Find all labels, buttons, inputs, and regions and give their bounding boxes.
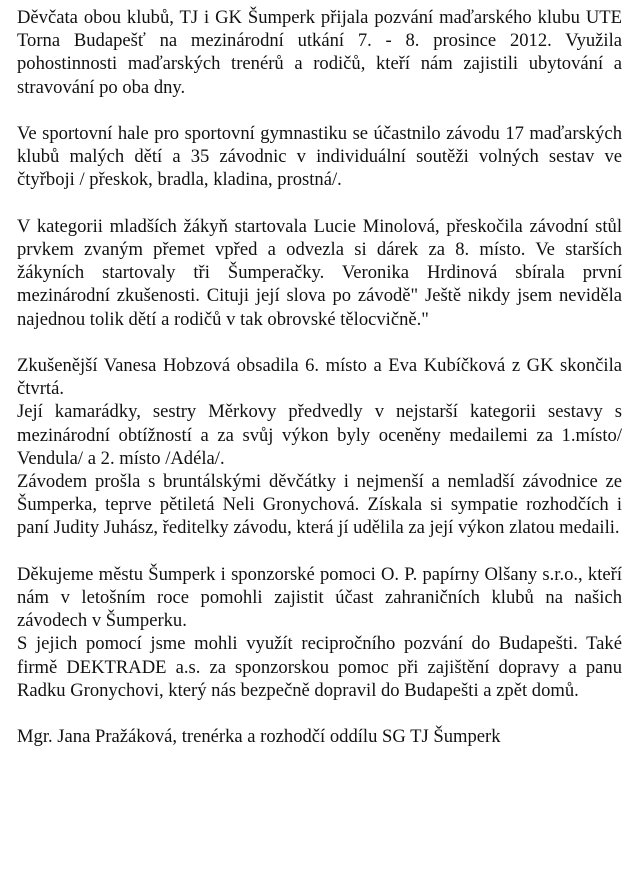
paragraph-merkovy-sisters: Její kamarádky, sestry Měrkovy předvedly v nejstarší kategorii sestavy s mezinárodní obtížností a za svůj výkon byly oceněny medailemi za 1.místo/ Vendula/ a 2. místo /Adéla/. [17,401,622,469]
paragraph-competition-hall: Ve sportovní hale pro sportovní gymnastiku se účastnilo závodu 17 maďarských klubů malých dětí a 35 závodnic v individuální soutěži volných sestav ve čtyřboji / přeskok, bradla, kladina, prostná/. [17,123,622,191]
paragraph-gap [17,331,622,354]
author-signature: Mgr. Jana Pražáková, trenérka a rozhodčí oddílu SG TJ Šumperk [17,726,501,748]
paragraph-younger-category: V kategorii mladších žákyň startovala Lucie Minolová, přeskočila závodní stůl prvkem zvaným přemet vpřed a odvezla si dárek za 8. místo. Ve starších žákyních startovaly tři Šumperačky. Veronika Hrdinová sbírala první mezinárodní zkušenosti. Cituji její slova po závodě" Ještě nikdy jsem neviděla najednou tolik dětí a rodičů v tak obrovské tělocvičně." [17,215,622,330]
paragraph-gap [17,702,622,725]
paragraph-gap [17,192,622,215]
paragraph-youngest-competitor: Závodem prošla s bruntálskými děvčátky i nejmenší a nemladší závodnice ze Šumperka, teprve pětiletá Neli Gronychová. Získala si sympatie rozhodčích i paní Judity Juhász, ředitelky závodu, která jí udělila za její výkon zlatou medaili. [17,471,622,539]
paragraph-thanks-sponsors: S jejich pomocí jsme mohli využít recipročního pozvání do Budapešti. Také firmě DEKTRADE a.s. za sponzorskou pomoc při zajištění dopravy a panu Radku Gronychovi, který nás bezpečně dopravil do Budapešti a zpět domů. [17,633,622,701]
paragraph-gap [17,99,622,122]
paragraph-gap [17,540,622,563]
paragraph-experienced-results: Zkušenější Vanesa Hobzová obsadila 6. místo a Eva Kubíčková z GK skončila čtvrtá. [17,355,622,400]
document-page [17,6,622,748]
paragraph-thanks-city: Děkujeme městu Šumperk i sponzorské pomoci O. P. papírny Olšany s.r.o., kteří nám v letošním roce pomohli zajistit účast zahraničních klubů na našich závodech v Šumperku. [17,563,622,632]
paragraph-invitation: Děvčata obou klubů, TJ i GK Šumperk přijala pozvání maďarského klubu UTE Torna Budapešť na mezinárodní utkání 7. - 8. prosince 2012. Využila pohostinnosti maďarských trenérů a rodičů, kteří nám zajistili ubytování a stravování po oba dny. [17,7,622,98]
